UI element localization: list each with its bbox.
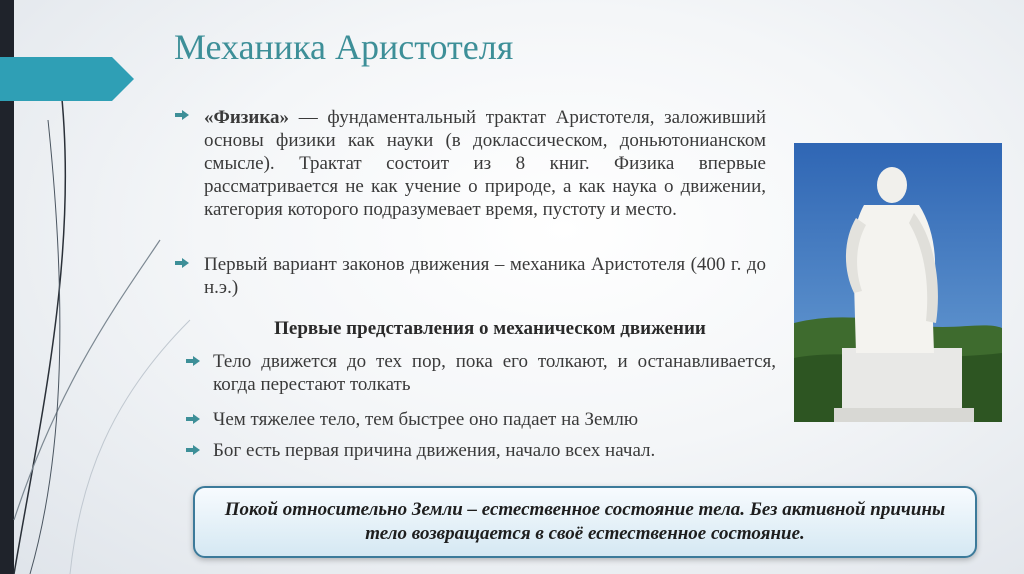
aristotle-statue-photo (794, 143, 1002, 422)
slide-title: Механика Аристотеля (174, 27, 514, 67)
paragraph-first-laws: Первый вариант законов движения – механика Аристотеля (400 г. до н.э.) (204, 254, 766, 298)
arrow-bullet-icon (186, 356, 200, 366)
callout-box: Покой относительно Земли – естественное состояние тела. Без активной причины тело возвращается в своё естественное состояние. (193, 486, 977, 558)
physics-description: — фундаментальный трактат Аристотеля, заложивший основы физики как науки (в доклассическом, доньютонианском смысле). Трактат состоит из 8 книг. Физика впервые рассматривается не как учение о природе, а как наука о движении, категория которого подразумевает время, пустоту и место. (204, 107, 766, 220)
arrow-bullet-icon (175, 258, 189, 268)
title-arrow-shape (0, 57, 134, 101)
list-item: Тело движется до тех пор, пока его толкают, и останавливается, когда перестают толкать (213, 351, 776, 395)
subheading: Первые представления о механическом движении (274, 318, 706, 339)
arrow-bullet-icon (186, 445, 200, 455)
arrow-bullet-icon (175, 110, 189, 120)
list-item: Бог есть первая причина движения, начало всех начал. (213, 440, 656, 461)
arrow-bullet-icon (186, 414, 200, 424)
paragraph-physics (204, 106, 766, 221)
list-item: Чем тяжелее тело, тем быстрее оно падает на Землю (213, 409, 639, 430)
physics-title: «Физика» (204, 107, 290, 128)
